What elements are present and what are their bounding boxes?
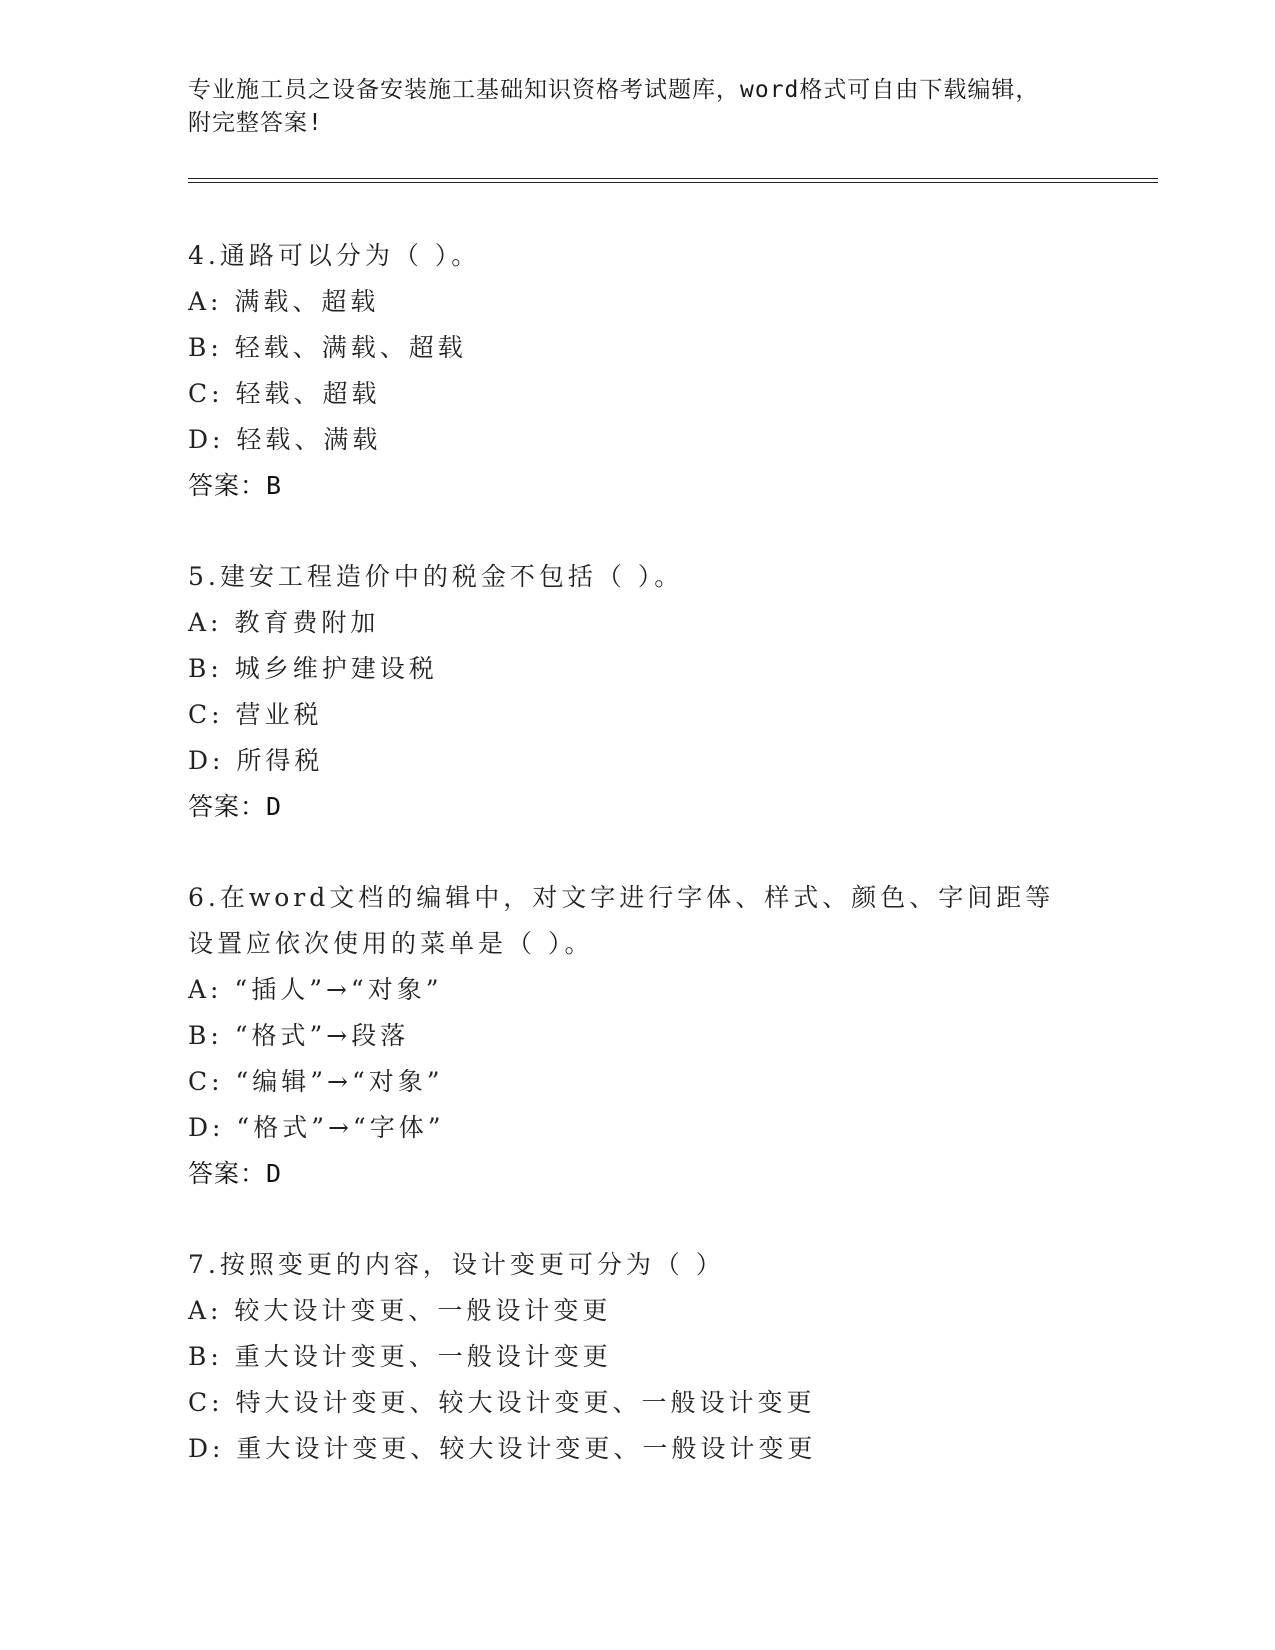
answer-line: 答案：B (188, 471, 283, 500)
option-b: B: 城乡维护建设税 (188, 654, 438, 683)
option-c: C: 特大设计变更、较大设计变更、一般设计变更 (188, 1388, 816, 1417)
option-b: B: 重大设计变更、一般设计变更 (188, 1342, 612, 1371)
option-c: C: 营业税 (188, 700, 323, 729)
answer-line: 答案：D (188, 792, 283, 821)
document-header (188, 74, 1088, 140)
option-a: A: 较大设计变更、一般设计变更 (188, 1296, 612, 1325)
question-list (188, 233, 1158, 1517)
question-7 (188, 1242, 1158, 1472)
question-stem: 7.按照变更的内容，设计变更可分为（ ） (188, 1250, 725, 1279)
header-divider (188, 178, 1158, 183)
option-b: B: “格式”→段落 (188, 1021, 410, 1050)
answer-line: 答案：D (188, 1159, 283, 1188)
question-stem: 4.通路可以分为（ ）。 (188, 241, 481, 270)
option-c: C: “编辑”→“对象” (188, 1067, 444, 1096)
question-5 (188, 554, 1158, 830)
option-a: A: 教育费附加 (188, 608, 380, 637)
question-4 (188, 233, 1158, 509)
option-a: A: “插人”→“对象” (188, 975, 443, 1004)
option-d: D: 重大设计变更、较大设计变更、一般设计变更 (188, 1434, 817, 1463)
header-line-1: 专业施工员之设备安装施工基础知识资格考试题库，word格式可自由下载编辑， (188, 77, 1040, 103)
question-stem: 6.在word文档的编辑中，对文字进行字体、样式、颜色、字间距等设置应依次使用的菜单是（ ）。 (188, 883, 1055, 958)
option-b: B: 轻载、满载、超载 (188, 333, 467, 362)
option-a: A: 满载、超载 (188, 287, 380, 316)
question-6 (188, 875, 1158, 1197)
option-c: C: 轻载、超载 (188, 379, 381, 408)
question-stem: 5.建安工程造价中的税金不包括（ ）。 (188, 562, 684, 591)
option-d: D: 所得税 (188, 746, 324, 775)
header-line-2: 附完整答案! (188, 110, 323, 136)
option-d: D: “格式”→“字体” (188, 1113, 445, 1142)
option-d: D: 轻载、满载 (188, 425, 382, 454)
